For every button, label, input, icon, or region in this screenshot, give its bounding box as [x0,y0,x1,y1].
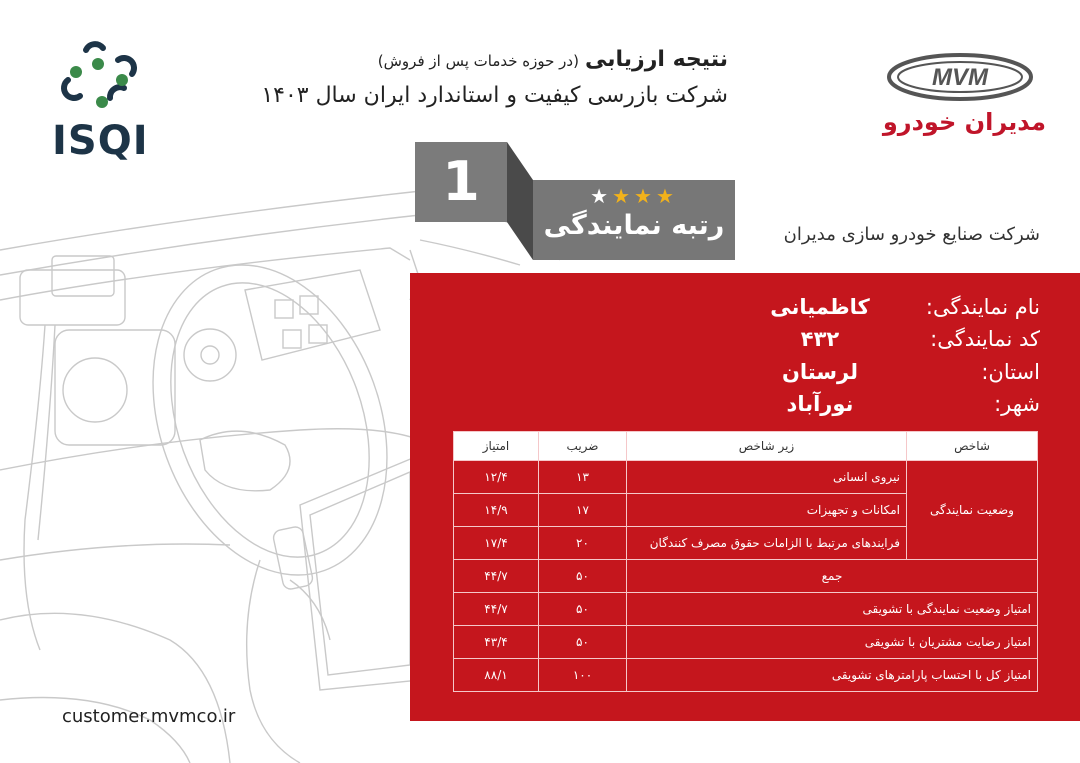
mvm-logo-text: MVM [932,64,988,91]
table-row [454,461,1038,494]
row-coef: ۱۳ [539,461,627,494]
rank-number: 1 [442,150,480,213]
total-score: ۴۴/۷ [454,560,539,593]
extra-label: امتیاز رضایت مشتریان با تشویقی [627,626,1038,659]
rank-label-box [533,180,735,260]
row-score: ۱۲/۴ [454,461,539,494]
extra-label: امتیاز وضعیت نمایندگی با تشویقی [627,593,1038,626]
title-block [168,46,728,115]
isqi-wordmark: ISQI [52,118,149,164]
dealer-code-label: کد نمایندگی: [930,327,1040,351]
dealer-name-value: کاظمیانی [770,295,870,319]
dealer-city-label: شهر: [994,392,1040,416]
row-coef: ۱۷ [539,494,627,527]
row-score: ۱۴/۹ [454,494,539,527]
isqi-logo [52,40,148,170]
row-coef: ۲۰ [539,527,627,560]
star-filled-icon: ★ [612,184,634,208]
rank-number-box [415,142,507,222]
extra-score: ۴۳/۴ [454,626,539,659]
title-line1 [168,46,728,75]
mvm-logo [876,52,1046,142]
dealer-name-row [440,295,1040,329]
dealer-city-row [440,392,1040,426]
title-main: نتیجه ارزیابی [585,47,728,72]
website-link[interactable]: customer.mvmco.ir [62,706,236,727]
isqi-mark-icon [58,40,140,116]
dealer-code-value: ۴۳۲ [800,327,840,351]
dealer-province-row [440,360,1040,394]
dealer-province-value: لرستان [782,360,858,384]
total-coef: ۵۰ [539,560,627,593]
extra-coef: ۵۰ [539,626,627,659]
dealer-province-label: استان: [981,360,1040,384]
dealer-code-row [440,327,1040,361]
mvm-oval-icon [886,52,1034,102]
rank-label: رتبه نمایندگی [543,210,725,241]
header-coef: ضریب [539,432,627,461]
extra-score: ۴۴/۷ [454,593,539,626]
row-score: ۱۷/۴ [454,527,539,560]
group-label: وضعیت نمایندگی [907,461,1038,560]
extra-coef: ۵۰ [539,593,627,626]
table-total-row [454,560,1038,593]
star-filled-icon: ★ [655,184,678,208]
rank-stars [533,184,735,208]
header-score: امتیاز [454,432,539,461]
table-header-row [454,432,1038,461]
header-indicator: شاخص [907,432,1038,461]
company-full-name: شرکت صنایع خودرو سازی مدیران [783,224,1040,245]
title-line2: شرکت بازرسی کیفیت و استاندارد ایران سال ۱۴۰۳ [261,83,728,108]
table-row [454,626,1038,659]
extra-coef: ۱۰۰ [539,659,627,692]
mvm-company-name: مدیران خودرو [882,108,1046,136]
score-table [453,431,1038,692]
table-row [454,593,1038,626]
star-empty-icon: ★ [590,184,613,208]
header-subindicator: زیر شاخص [627,432,907,461]
dealer-city-value: نورآباد [786,392,854,416]
table-row [454,659,1038,692]
dealer-name-label: نام نمایندگی: [925,295,1040,319]
extra-score: ۸۸/۱ [454,659,539,692]
total-label: جمع [627,560,1038,593]
star-filled-icon: ★ [634,184,656,208]
row-sub: امکانات و تجهیزات [627,494,907,527]
extra-label: امتیاز کل با احتساب پارامترهای تشویقی [627,659,1038,692]
row-sub: نیروی انسانی [627,461,907,494]
title-sub: (در حوزه خدمات پس از فروش) [377,52,579,70]
row-sub: فرایندهای مرتبط با الزامات حقوق مصرف کنندگان [627,527,907,560]
